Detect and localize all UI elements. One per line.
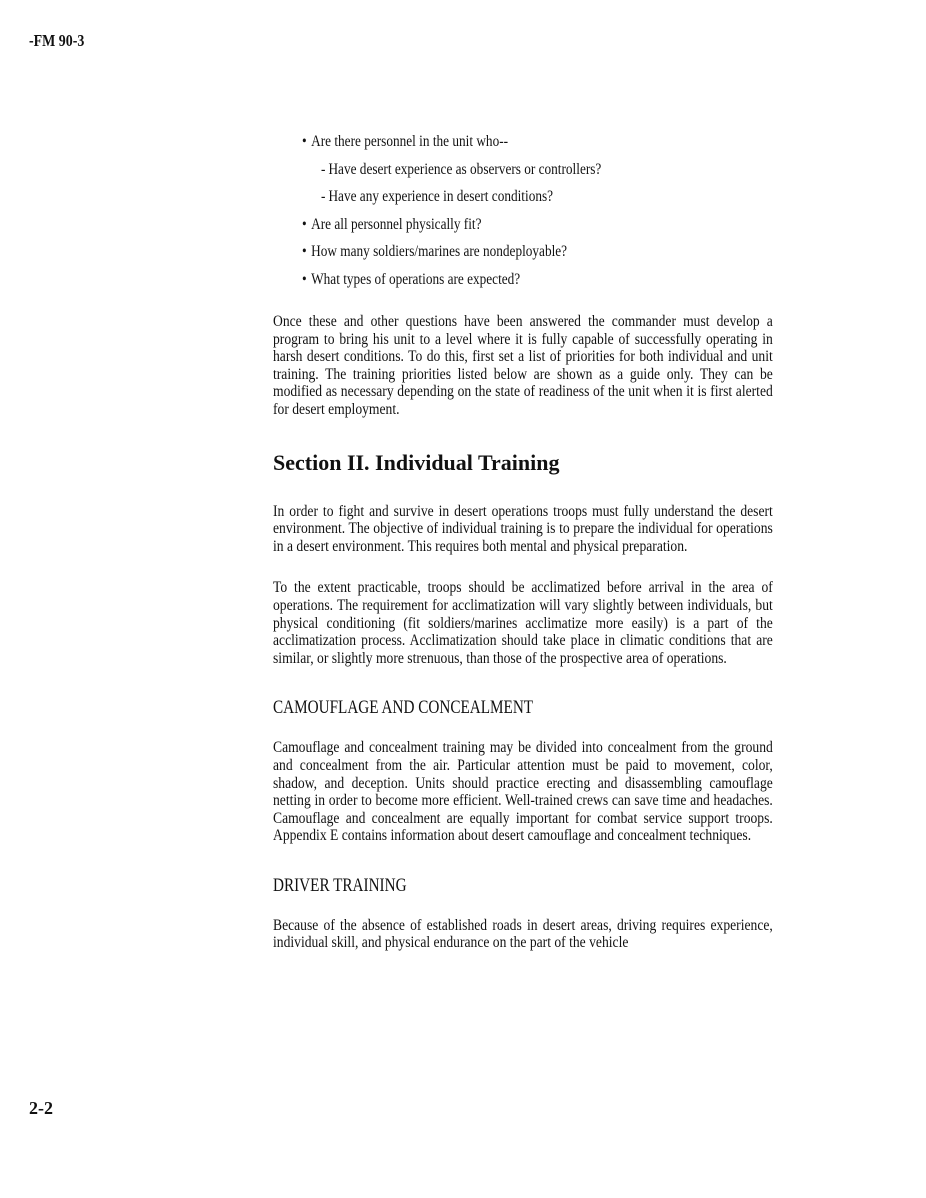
sub-list-container (302, 156, 773, 211)
page-content (273, 128, 773, 952)
bullet-icon: • (302, 215, 307, 233)
page-number: 2-2 (29, 1098, 53, 1118)
list-item (302, 266, 693, 294)
sub-list-item-text: Have desert experience as observers or controllers? (328, 160, 602, 178)
list-item (302, 128, 693, 156)
list-item (302, 238, 693, 266)
bullet-icon: • (302, 270, 307, 288)
question-list (273, 128, 773, 293)
bullet-icon: • (302, 133, 307, 150)
list-item-text: Are there personnel in the unit who-- (311, 133, 509, 150)
individual-training-paragraph: In order to fight and survive in desert operations troops must fully understand the desert environment. The objective of individual training is to prepare the individual for operations in a desert environment. This requires both mental and physical preparation. (273, 502, 773, 555)
list-item-text: How many soldiers/marines are nondeployable? (311, 243, 568, 260)
dash-icon: - (321, 188, 326, 205)
sub-list-item-text: Have any experience in desert conditions? (328, 188, 554, 205)
document-header-label: -FM 90-3 (29, 31, 85, 50)
sub-question-list (302, 156, 773, 211)
intro-paragraph: Once these and other questions have been answered the commander must develop a program to bring his unit to a level where it is fully capable of successfully operating in harsh desert conditions. To do this, first set a list of priorities for both individual and unit training. The training priorities listed below are shown as a guide only. They can be modified as necessary depending on the state of readiness of the unit when it is first alerted for desert employment. (273, 313, 773, 418)
list-item (302, 211, 693, 239)
sub-list-item (321, 183, 696, 211)
camouflage-heading: CAMOUFLAGE AND CONCEALMENT (273, 697, 534, 719)
camouflage-paragraph: Camouflage and concealment training may be divided into concealment from the ground and concealment from the air. Particular attention must be paid to movement, color, shadow, and deception. Units should practice erecting and disassembling camouflage netting in order to become more efficient. Well-trained crews can save time and headaches. Camouflage and concealment are equally important for combat service support troops. Appendix E contains information about desert camouflage and concealment techniques. (273, 739, 773, 845)
driver-training-heading: DRIVER TRAINING (273, 874, 407, 896)
acclimatization-paragraph: To the extent practicable, troops should be acclimatized before arrival in the area of operations. The requirement for acclimatization will vary slightly between individuals, but physical conditioning (fit soldiers/marines acclimatize more easily) is a part of the acclimatization process. Acclimatization should take place in climatic conditions that are similar, or slightly more strenuous, than those of the prospective area of operations. (273, 579, 773, 667)
list-item-text: Are all personnel physically fit? (311, 215, 482, 233)
dash-icon: - (321, 160, 326, 178)
driver-training-paragraph: Because of the absence of established roads in desert areas, driving requires experience, individual skill, and physical endurance on the part of the vehicle (273, 916, 773, 952)
section-title: Section II. Individual Training (273, 449, 560, 475)
list-item-text: What types of operations are expected? (311, 270, 521, 288)
bullet-icon: • (302, 243, 307, 260)
sub-list-item (321, 156, 696, 184)
